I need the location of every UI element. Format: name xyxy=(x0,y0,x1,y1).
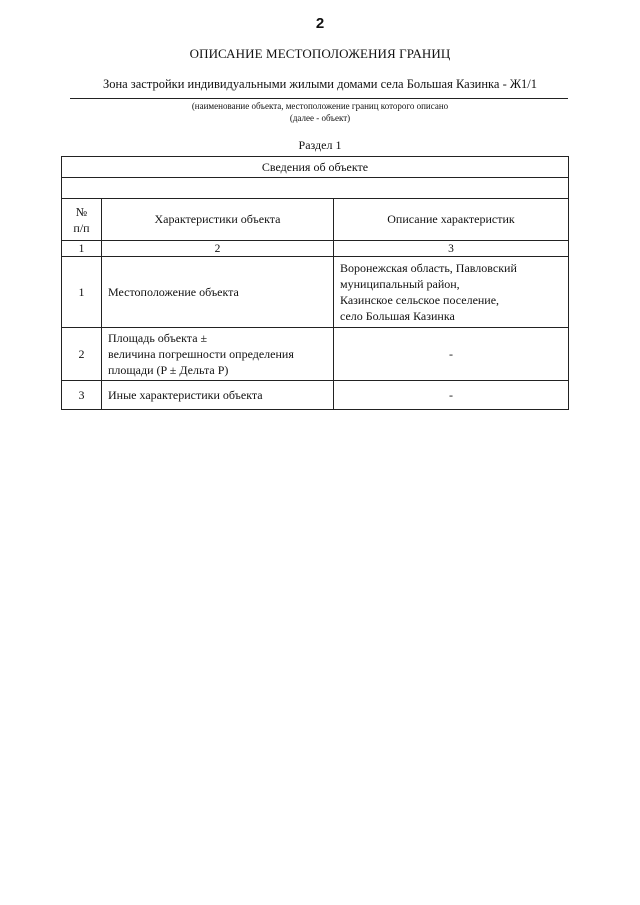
caption-line-2: (далее - объект) xyxy=(289,112,351,123)
column-number: 2 xyxy=(102,241,334,257)
table-row xyxy=(62,257,569,328)
table-title: Сведения об объекте xyxy=(62,157,569,178)
table-row xyxy=(62,328,569,381)
row-description xyxy=(334,381,569,410)
header-description: Описание характеристик xyxy=(334,199,569,241)
description-line: Казинское сельское поселение, xyxy=(340,293,500,307)
header-number-symbol: № xyxy=(75,204,88,219)
page-number: 2 xyxy=(315,15,325,32)
object-name-caption xyxy=(70,101,570,124)
caption-line-1: (наименование объекта, местоположение границ которого описано xyxy=(191,101,449,111)
object-info-table xyxy=(61,156,569,410)
row-description xyxy=(334,328,569,381)
header-characteristic: Характеристики объекта xyxy=(102,199,334,241)
object-name-underline xyxy=(70,98,568,99)
characteristic-line: Местоположение объекта xyxy=(108,285,239,299)
row-characteristic xyxy=(102,328,334,381)
section-label: Раздел 1 xyxy=(298,138,342,152)
table-header-row xyxy=(62,199,569,241)
row-number: 3 xyxy=(62,381,102,410)
row-number: 2 xyxy=(62,328,102,381)
object-name: Зона застройки индивидуальными жилыми домами села Большая Казинка - Ж1/1 xyxy=(102,77,538,91)
column-number: 3 xyxy=(334,241,569,257)
row-description xyxy=(334,257,569,328)
table-row xyxy=(62,381,569,410)
header-number xyxy=(62,199,102,241)
characteristic-line: площади (P ± Дельта P) xyxy=(108,363,229,377)
description-line: Воронежская область, Павловский xyxy=(340,261,517,275)
row-characteristic xyxy=(102,257,334,328)
header-number-abbr: п/п xyxy=(73,220,90,235)
table-empty-row xyxy=(62,178,569,199)
characteristic-line: Площадь объекта ± xyxy=(108,331,208,345)
description-line: муниципальный район, xyxy=(340,277,460,291)
description-line: - xyxy=(449,387,453,402)
table-title-row xyxy=(62,157,569,178)
table-empty-cell xyxy=(62,178,569,199)
document-title: ОПИСАНИЕ МЕСТОПОЛОЖЕНИЯ ГРАНИЦ xyxy=(189,46,451,61)
column-number: 1 xyxy=(62,241,102,257)
row-number: 1 xyxy=(62,257,102,328)
row-characteristic xyxy=(102,381,334,410)
characteristic-line: Иные характеристики объекта xyxy=(108,387,263,402)
description-line: село Большая Казинка xyxy=(340,309,455,323)
description-line: - xyxy=(449,346,453,361)
column-numbers-row xyxy=(62,241,569,257)
characteristic-line: величина погрешности определения xyxy=(108,347,294,361)
